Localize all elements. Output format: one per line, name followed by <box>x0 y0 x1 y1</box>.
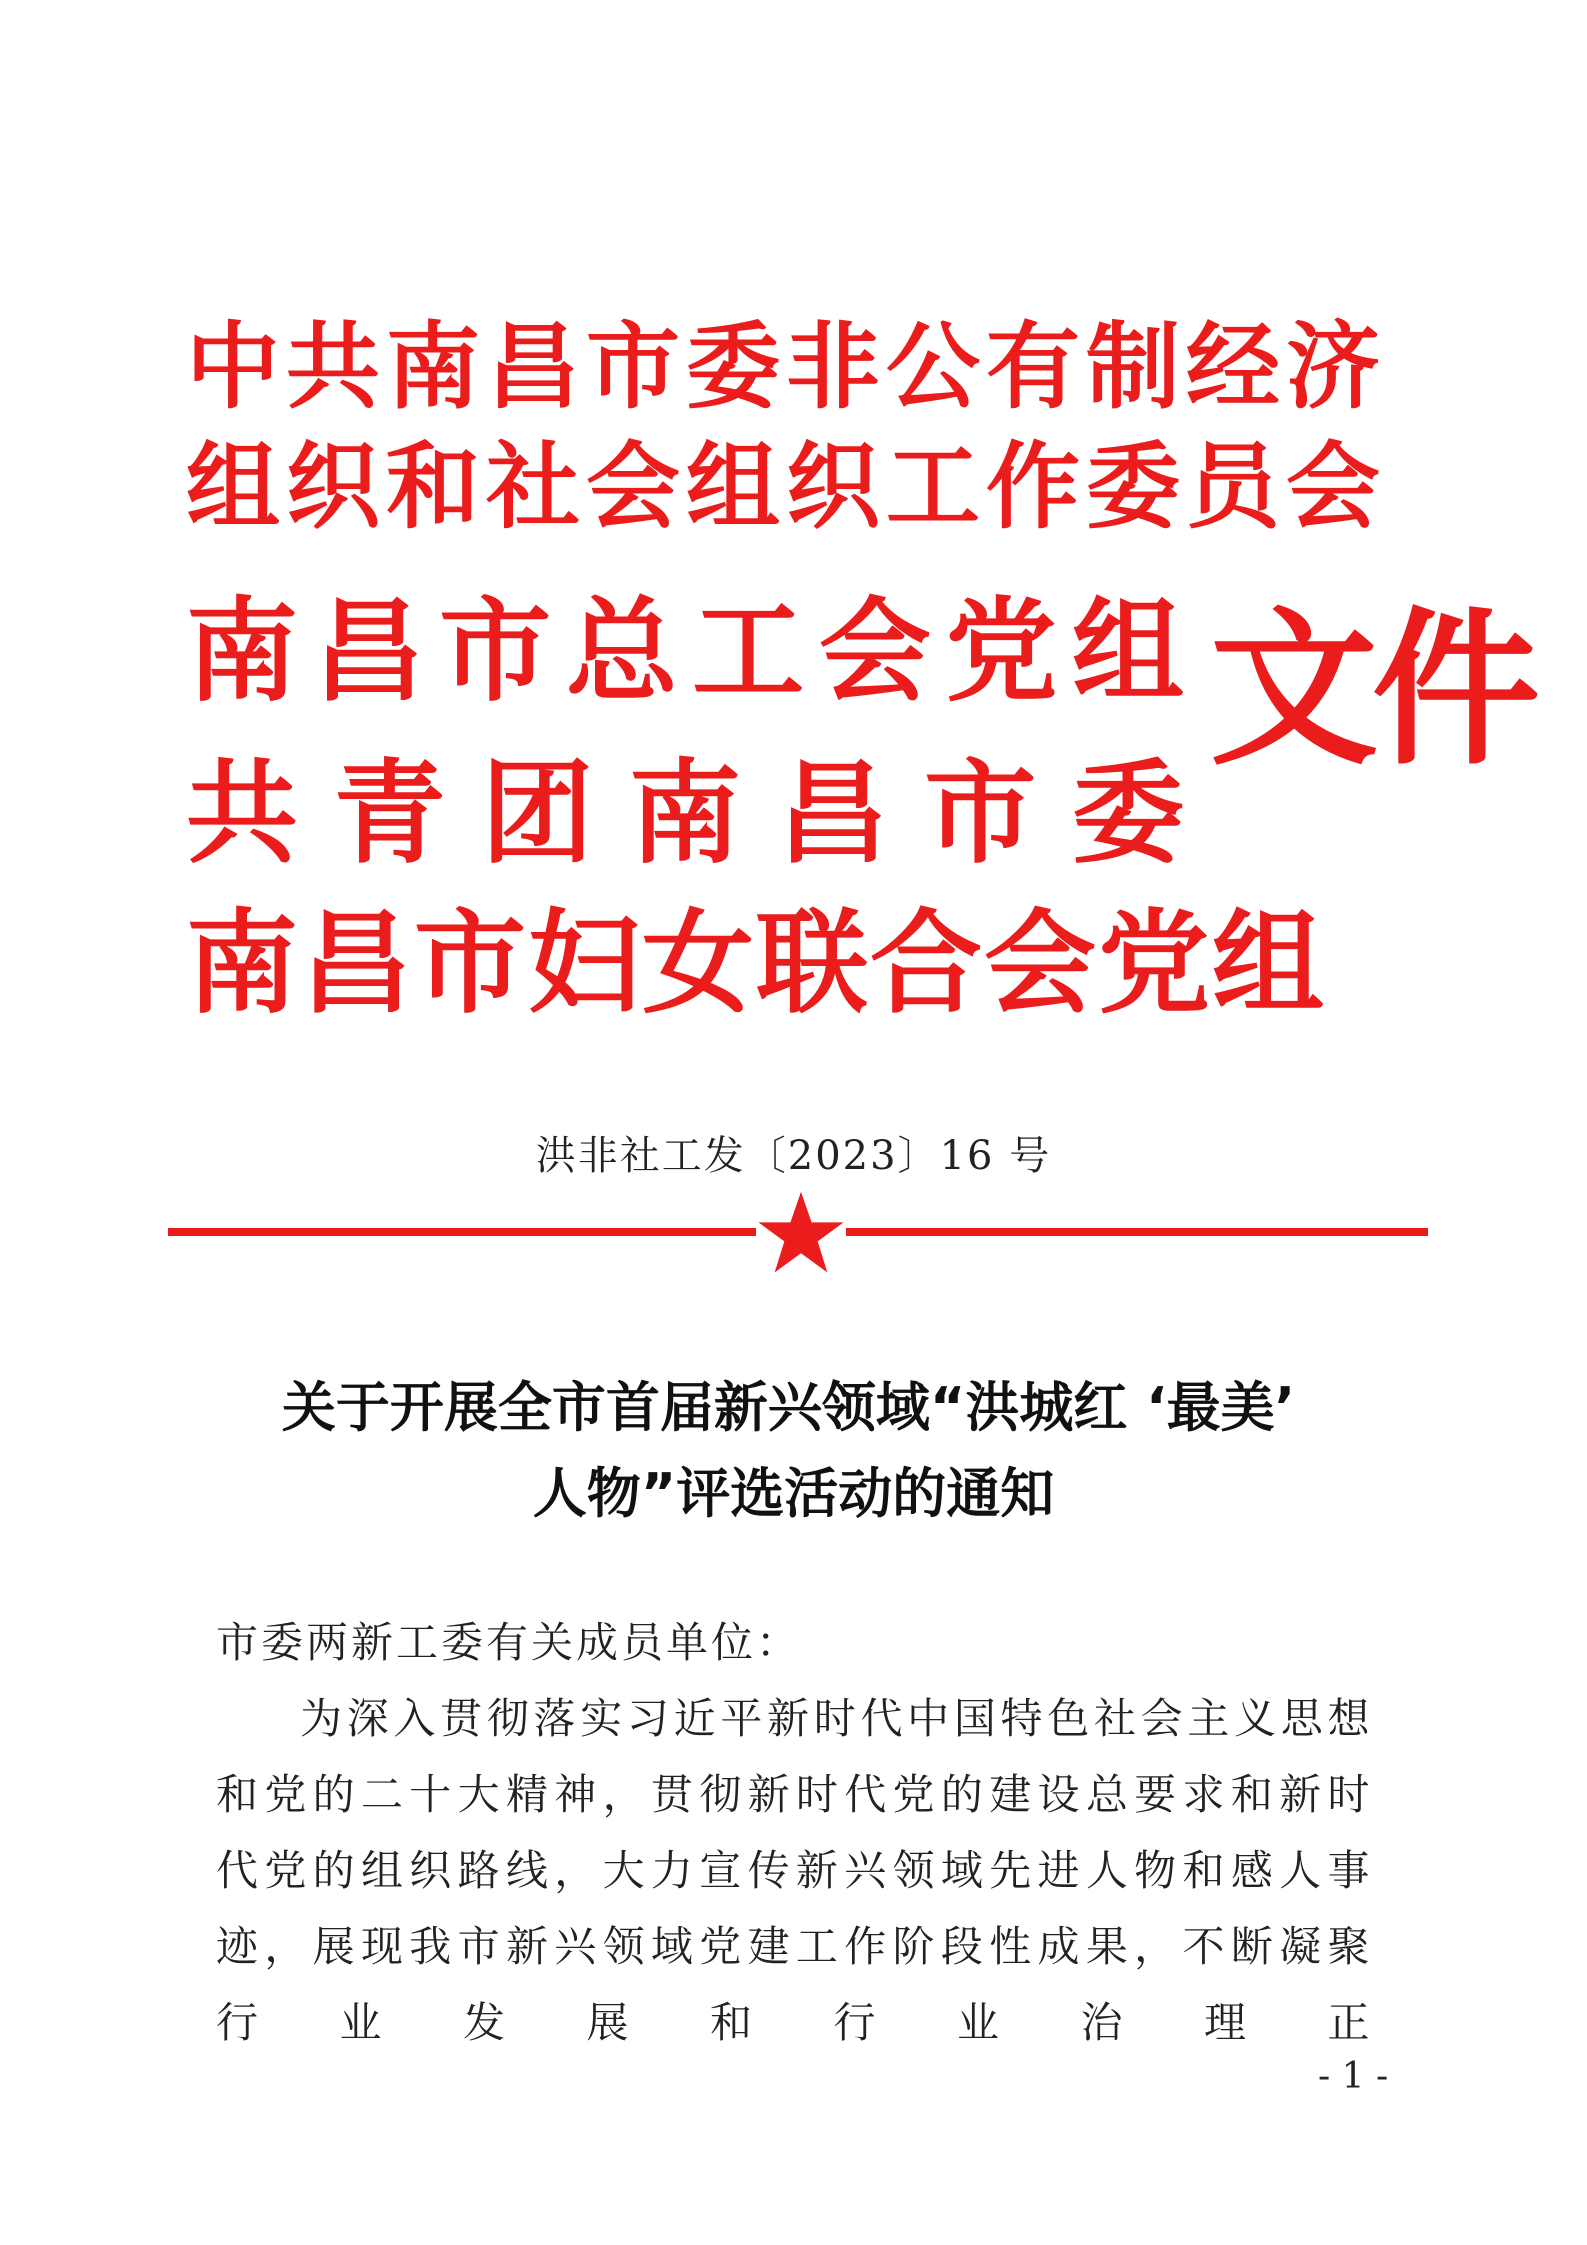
issuer-line-1: 中共南昌市委非公有制经济 <box>186 313 1387 422</box>
salutation: 市委两新工委有关成员单位： <box>216 1618 802 1667</box>
body-paragraph: 为深入贯彻落实习近平新时代中国特色社会主义思想和党的二十大精神，贯彻新时代党的建设总要求和新时代党的组织路线，大力宣传新兴领域先进人物和感人事迹，展现我市新兴领域党建工作阶段性成果，不断凝聚行业发展和行业治理正 <box>216 1694 1374 2047</box>
notice-title-line-2: 人物”评选活动的通知 <box>532 1462 1055 1525</box>
red-rule-left <box>168 1228 756 1236</box>
document-number: 洪非社工发〔2023〕16 号 <box>535 1133 1052 1179</box>
notice-title-line-1: 关于开展全市首届新兴领域“洪城红 ‘最美’ <box>281 1376 1296 1439</box>
issuer-line-2: 组织和社会组织工作委员会 <box>186 433 1387 542</box>
page-number: - 1 - <box>1318 2056 1389 2097</box>
issuer-line-3: 南 昌 市 总 工 会 党 组 <box>186 587 1184 717</box>
file-label: 文件 <box>1210 592 1534 788</box>
notice-body <box>216 1605 1374 2061</box>
issuer-line-5: 南 昌 市 妇 女 联 合 会 党 组 <box>186 899 1326 1029</box>
red-rule-right <box>846 1228 1428 1236</box>
red-star-icon <box>756 1190 846 1276</box>
issuer-line-4: 共 青 团 南 昌 市 委 <box>186 749 1184 879</box>
notice-title <box>0 1365 1587 1537</box>
